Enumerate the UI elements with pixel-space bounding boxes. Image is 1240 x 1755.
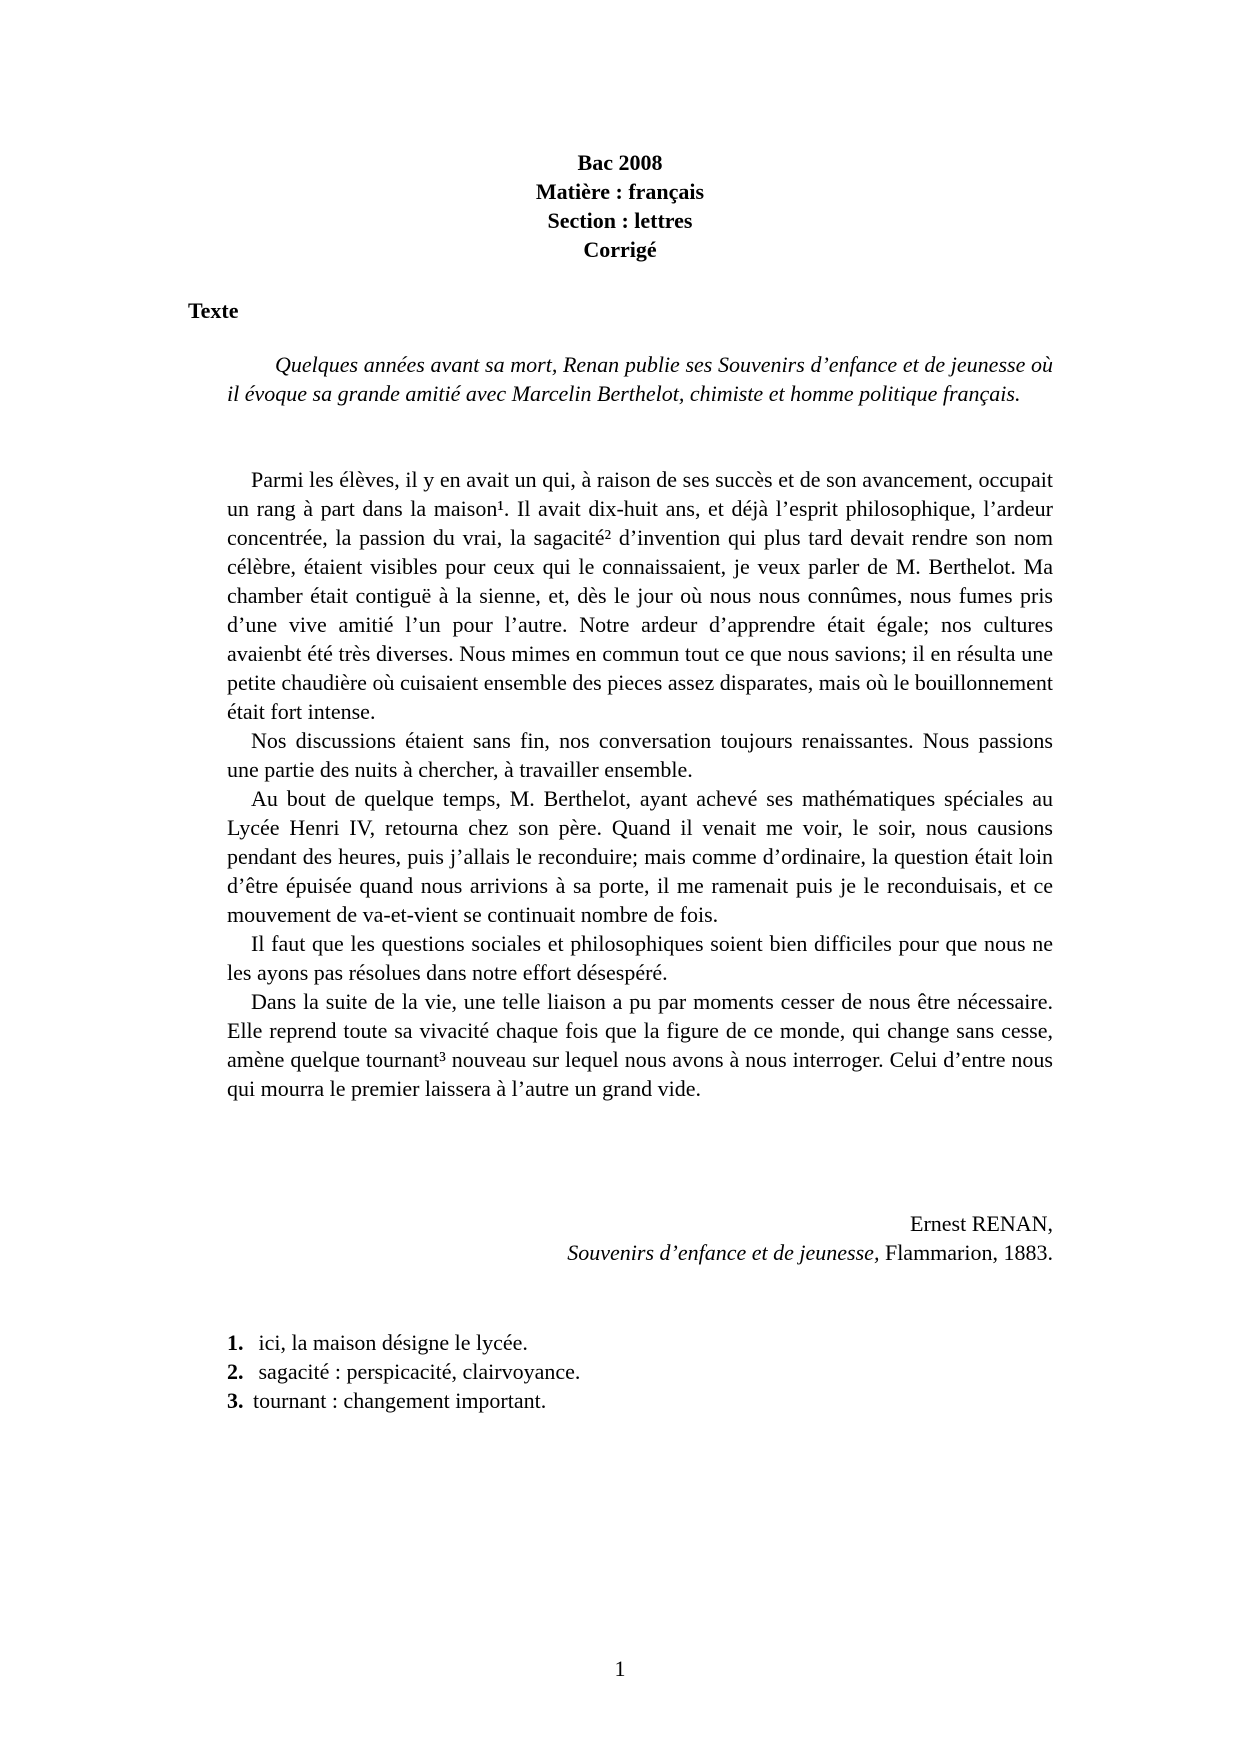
footnote-number: 3. (227, 1388, 244, 1413)
page-number: 1 (614, 1656, 626, 1681)
header-section: Section : lettres (547, 208, 693, 233)
footnote-text: tournant : changement important. (253, 1388, 547, 1413)
attribution-publisher: Flammarion, 1883. (879, 1240, 1053, 1265)
footnote (227, 1357, 1053, 1386)
footnote (227, 1386, 1053, 1415)
excerpt-paragraph: Il faut que les questions sociales et philosophiques soient bien difficiles pour que nous ne les ayons pas résolues dans notre effort désespéré. (227, 931, 1053, 985)
excerpt-paragraph: Parmi les élèves, il y en avait un qui, à raison de ses succès et de son avancement, occupait un rang à part dans la maison¹. Il avait dix-huit ans, et déjà l’esprit philosophique, l’ardeur concentrée, la passion du vrai, la sagacité² d’invention qui plus tard devait rendre son nom célèbre, étaient visibles pour ceux qui le connaissaient, je veux parler de M. Berthelot. Ma chamber était contiguë à la sienne, et, dès le jour où nous nous connûmes, nous fumes pris d’une vive amitié l’un pour l’autre. Notre ardeur d’apprendre était égale; nos cultures avaienbt été très diverses. Nous mimes en commun tout ce que nous savions; il en résulta une petite chaudière où cuisaient ensemble des pieces assez disparates, mais où le bouillonnement était fort intense. (227, 467, 1053, 724)
header-subject: Matière : français (535, 179, 705, 204)
attribution-source (227, 1238, 1053, 1267)
footnotes (227, 1328, 1053, 1415)
footnote-text: sagacité : perspicacité, clairvoyance. (258, 1359, 581, 1384)
header-title: Corrigé (583, 237, 657, 262)
texte-heading: Texte (188, 298, 239, 323)
excerpt-paragraph: Dans la suite de la vie, une telle liaison a pu par moments cesser de nous être nécessaire. Elle reprend toute sa vivacité chaque fois que la figure de ce monde, qui change sans cesse, amène quelque tournant³ nouveau sur lequel nous avons à nous interroger. Celui d’entre nous qui mourra le premier laissera à l’autre un grand vide. (227, 989, 1053, 1101)
document-header (0, 148, 1240, 264)
header-exam: Bac 2008 (577, 150, 663, 175)
attribution (227, 1209, 1053, 1267)
footnote-number: 1. (227, 1330, 244, 1355)
excerpt-paragraph: Au bout de quelque temps, M. Berthelot, ayant achevé ses mathématiques spéciales au Lycée Henri IV, retourna chez son père. Quand il venait me voir, le soir, nous causions pendant des heures, puis j’allais le reconduire; mais comme d’ordinaire, la question était loin d’être épuisée quand nous arrivions à sa porte, il me ramenait puis je le reconduisais, et ce mouvement de va-et-vient se continuait nombre de fois. (227, 786, 1053, 927)
intro-paragraph: Quelques années avant sa mort, Renan publie ses Souvenirs d’enfance et de jeunesse où il évoque sa grande amitié avec Marcelin Berthelot, chimiste et homme politique français. (227, 352, 1053, 406)
attribution-author: Ernest RENAN, (910, 1211, 1053, 1236)
excerpt-paragraph: Nos discussions étaient sans fin, nos conversation toujours renaissantes. Nous passions une partie des nuits à chercher, à travailler ensemble. (227, 728, 1053, 782)
attribution-work: Souvenirs d’enfance et de jeunesse, (567, 1240, 880, 1265)
footnote-text: ici, la maison désigne le lycée. (258, 1330, 528, 1355)
footnote-number: 2. (227, 1359, 244, 1384)
footnote (227, 1328, 1053, 1357)
excerpt-body (227, 465, 1053, 1103)
